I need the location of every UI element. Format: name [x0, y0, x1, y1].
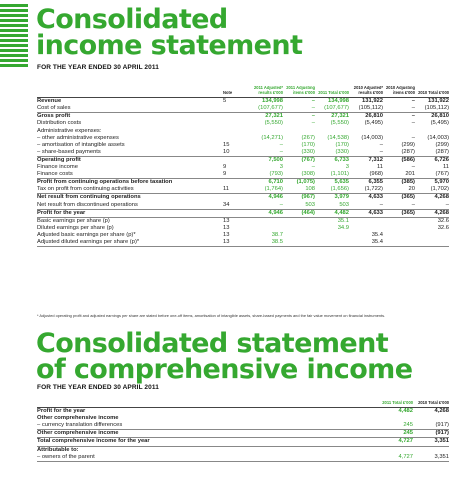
stripe-bar [0, 9, 28, 12]
value-cell: (14,003) [427, 134, 449, 141]
value-cell: (170) [301, 141, 315, 148]
value-cell: (330) [301, 148, 315, 155]
row-label: Profit for the year [37, 209, 223, 217]
table-row [37, 232, 449, 239]
row-label: Finance costs [37, 171, 73, 178]
income-title-line1: Consolidated [36, 4, 228, 35]
value-cell: (968) [369, 171, 383, 178]
value-cell: (1,702) [430, 186, 449, 193]
value-cell: (365) [383, 194, 415, 202]
stripe-bar [0, 64, 28, 67]
value-cell: 131,922 [415, 98, 449, 106]
value-cell: 245 [403, 422, 413, 429]
value-cell: (917) [413, 430, 449, 438]
row-label: Basic earnings per share (p) [37, 217, 223, 225]
table-row [37, 120, 449, 127]
stripe-bar [0, 29, 28, 32]
value-cell [249, 128, 283, 135]
value-cell: 26,810 [415, 113, 449, 121]
note-ref: 13 [223, 239, 249, 247]
value-cell: 4,482 [377, 408, 413, 416]
stripe-bar [0, 4, 28, 7]
note-ref: 9 [223, 164, 227, 171]
note-ref [223, 156, 249, 164]
note-ref: 13 [223, 231, 230, 238]
table-row [37, 446, 449, 454]
row-label: Gross profit [37, 113, 223, 121]
note-ref [223, 120, 249, 127]
value-cell: 4,268 [415, 194, 449, 202]
value-cell: 6,710 [249, 179, 283, 187]
value-cell: (14,538) [327, 134, 349, 141]
value-cell [413, 415, 449, 422]
header-2011-adjusting: 2011 Adjusting items £'000 [286, 86, 315, 95]
value-cell: 134,998 [249, 98, 283, 106]
value-cell: (967) [283, 194, 315, 202]
table-row [37, 415, 449, 422]
row-label: Profit from continuing operations before taxation [37, 179, 223, 187]
value-cell: 134,998 [315, 98, 349, 106]
row-label: – owners of the parent [37, 454, 377, 462]
value-cell: (299) [435, 141, 449, 148]
row-label: Total comprehensive income for the year [37, 438, 377, 446]
stripe-bar [0, 34, 28, 37]
value-cell [283, 232, 315, 239]
table-row [37, 135, 449, 142]
value-cell [377, 446, 413, 454]
note-ref [223, 113, 249, 121]
note-ref: 13 [223, 224, 230, 231]
value-cell [249, 217, 283, 225]
value-cell: (917) [435, 422, 449, 429]
table-row [37, 239, 449, 247]
row-label: Other comprehensive income [37, 415, 119, 422]
value-cell: 3 [345, 164, 349, 171]
value-cell: (287) [435, 148, 449, 155]
value-cell: 34.9 [337, 224, 349, 231]
table-row [37, 438, 449, 446]
value-cell: 11 [442, 164, 449, 171]
header-2010-adjusted: 2010 Adjusted* results £'000 [353, 86, 383, 95]
value-cell: 245 [377, 430, 413, 438]
value-cell [349, 217, 383, 225]
table-row [37, 113, 449, 121]
value-cell: – [411, 120, 415, 127]
header-note: Note [223, 89, 233, 95]
row-label: Other comprehensive income [37, 430, 377, 438]
income-header-row [37, 86, 449, 98]
value-cell: (107,677) [258, 105, 283, 112]
row-label: Administrative expenses: [37, 127, 102, 134]
value-cell: 35.4 [371, 231, 383, 238]
value-cell: – [283, 98, 315, 106]
table-row [37, 179, 449, 187]
value-cell: 6,355 [349, 179, 383, 187]
row-label: – share-based payments [37, 148, 101, 155]
value-cell: – [411, 105, 415, 112]
value-cell: (14,003) [361, 134, 383, 141]
row-label: Attributable to: [37, 446, 377, 454]
stripe-bar [0, 14, 28, 17]
value-cell: (107,677) [324, 105, 349, 112]
table-row [37, 186, 449, 194]
value-cell: 38.5 [249, 239, 283, 247]
value-cell: 4,633 [349, 209, 383, 217]
income-statement-table [37, 86, 449, 247]
value-cell: (267) [301, 134, 315, 141]
row-label: Tax on profit from continuing activities [37, 186, 134, 193]
value-cell [283, 239, 315, 247]
value-cell [249, 225, 283, 232]
row-label: Revenue [37, 98, 223, 106]
value-cell: – [311, 105, 315, 112]
value-cell: – [411, 164, 415, 171]
value-cell: 7,500 [249, 156, 283, 164]
income-footnote: * Adjusted operating profit and adjusted earnings per share are stated before one-off items, amortisation of intangible assets, share-based payments and the fair value movement on financial instruments. [37, 313, 386, 318]
value-cell: 201 [405, 171, 415, 178]
value-cell: 4,727 [377, 438, 413, 446]
value-cell: – [445, 201, 449, 208]
value-cell [383, 239, 415, 247]
value-cell: 4,268 [415, 209, 449, 217]
table-row [37, 164, 449, 171]
value-cell: – [411, 134, 415, 141]
row-label: Adjusted basic earnings per share (p)* [37, 231, 136, 238]
value-cell: 35.4 [349, 239, 383, 247]
value-cell [413, 446, 449, 454]
value-cell: 131,922 [349, 98, 383, 106]
table-row [37, 194, 449, 202]
stripe-bar [0, 39, 28, 42]
value-cell: 20 [408, 186, 415, 193]
value-cell: (5,495) [364, 120, 383, 127]
row-label: – other administrative expenses [37, 134, 119, 141]
value-cell [349, 128, 383, 135]
value-cell: (308) [301, 171, 315, 178]
value-cell [349, 225, 383, 232]
value-cell: (1,764) [264, 186, 283, 193]
value-cell: 503 [339, 201, 349, 208]
value-cell: – [279, 148, 283, 155]
stripe-bar [0, 59, 28, 62]
note-ref [223, 135, 249, 142]
value-cell: 3,979 [315, 194, 349, 202]
comprehensive-title-line2: of comprehensive income [36, 354, 413, 385]
value-cell [315, 128, 349, 135]
value-cell: (5,495) [430, 120, 449, 127]
value-cell: 4,633 [349, 194, 383, 202]
table-row [37, 156, 449, 164]
value-cell: 4,946 [249, 194, 283, 202]
note-ref: 9 [223, 171, 227, 178]
value-cell [383, 225, 415, 232]
value-cell: (464) [283, 209, 315, 217]
value-cell: (330) [335, 148, 349, 155]
value-cell: 4,268 [413, 408, 449, 416]
header-2011-total: 2011 Total £'000 [318, 89, 349, 95]
value-cell [283, 225, 315, 232]
value-cell [383, 232, 415, 239]
value-cell: (1,656) [330, 186, 349, 193]
value-cell [283, 128, 315, 135]
row-label: Adjusted diluted earnings per share (p)* [37, 239, 223, 247]
value-cell: 38.7 [271, 231, 283, 238]
value-cell: 32.6 [437, 224, 449, 231]
value-cell: – [379, 148, 383, 155]
row-label: Net result from discontinued operations [37, 201, 138, 208]
stripe-bar [0, 49, 28, 52]
value-cell: 3,351 [413, 454, 449, 462]
row-label: – currency translation differences [37, 422, 123, 429]
value-cell: (586) [383, 156, 415, 164]
value-cell: 26,810 [349, 113, 383, 121]
value-cell [377, 415, 413, 422]
value-cell: 6,726 [415, 156, 449, 164]
stripe-bar [0, 54, 28, 57]
comprehensive-title-line1: Consolidated statement [36, 328, 388, 359]
note-ref: 15 [223, 141, 230, 148]
value-cell [415, 239, 449, 247]
value-cell: (385) [383, 179, 415, 187]
table-row [37, 98, 449, 106]
value-cell: (767) [435, 171, 449, 178]
value-cell: (1,722) [364, 186, 383, 193]
note-ref: 34 [223, 201, 230, 208]
value-cell: (105,112) [424, 105, 449, 112]
table-row [37, 142, 449, 149]
note-ref [223, 105, 249, 113]
note-ref: 13 [223, 217, 249, 225]
comprehensive-header-row [37, 398, 449, 408]
table-row [37, 128, 449, 135]
value-cell: 3,351 [413, 438, 449, 446]
note-ref [223, 194, 249, 202]
stripe-bar [0, 44, 28, 47]
value-cell: – [311, 164, 315, 171]
value-cell [383, 217, 415, 225]
value-cell: 108 [305, 186, 315, 193]
value-cell: (1,101) [330, 171, 349, 178]
comprehensive-subtitle: FOR THE YEAR ENDED 30 APRIL 2011 [37, 384, 159, 391]
value-cell: 27,321 [315, 113, 349, 121]
note-ref: 11 [223, 186, 230, 193]
table-row [37, 408, 449, 416]
row-label: Profit for the year [37, 408, 377, 416]
value-cell [315, 239, 349, 247]
row-label: Distribution costs [37, 120, 82, 127]
income-title-line2: income statement [36, 30, 303, 61]
value-cell: 27,321 [249, 113, 283, 121]
comprehensive-income-table [37, 398, 449, 462]
value-cell: – [279, 201, 283, 208]
value-cell [415, 128, 449, 135]
value-cell: – [379, 201, 383, 208]
table-row [37, 105, 449, 113]
value-cell: 4,946 [249, 209, 283, 217]
value-cell: (767) [283, 156, 315, 164]
value-cell: 11 [376, 164, 383, 171]
value-cell: – [379, 141, 383, 148]
value-cell: (365) [383, 209, 415, 217]
value-cell: – [283, 113, 315, 121]
value-cell [283, 217, 315, 225]
value-cell: (14,271) [261, 134, 283, 141]
value-cell: 3 [279, 164, 283, 171]
header-2010-total: 2010 Total £'000 [418, 89, 449, 95]
value-cell: 5,635 [315, 179, 349, 187]
stripe-bar [0, 24, 28, 27]
table-row [37, 454, 449, 462]
value-cell: – [383, 98, 415, 106]
value-cell: – [311, 120, 315, 127]
table-row [37, 149, 449, 157]
value-cell: (1,075) [283, 179, 315, 187]
header-2011-adjusted: 2011 Adjusted* results £'000 [254, 86, 283, 95]
row-label: Diluted earnings per share (p) [37, 224, 114, 231]
table-row [37, 430, 449, 438]
value-cell: (287) [401, 148, 415, 155]
header-2010-total: 2010 Total £'000 [418, 399, 449, 405]
note-ref: 10 [223, 148, 230, 155]
table-row [37, 422, 449, 430]
decorative-stripes [0, 4, 28, 69]
header-2010-adjusting: 2010 Adjusting items £'000 [386, 86, 415, 95]
value-cell: – [279, 141, 283, 148]
note-ref [223, 128, 249, 135]
value-cell: 7,312 [349, 156, 383, 164]
value-cell: – [383, 113, 415, 121]
value-cell: 5,970 [415, 179, 449, 187]
note-ref: 5 [223, 98, 249, 106]
value-cell: – [411, 201, 415, 208]
note-ref [223, 209, 249, 217]
row-label: Net result from continuing operations [37, 194, 223, 202]
table-row [37, 225, 449, 232]
value-cell: 32.6 [415, 217, 449, 225]
value-cell: 6,733 [315, 156, 349, 164]
value-cell: 503 [305, 201, 315, 208]
row-label: Finance income [37, 164, 78, 171]
value-cell: 35.1 [315, 217, 349, 225]
value-cell: (170) [335, 141, 349, 148]
value-cell: (299) [401, 141, 415, 148]
value-cell: (793) [269, 171, 283, 178]
income-subtitle: FOR THE YEAR ENDED 30 APRIL 2011 [37, 64, 159, 71]
header-2011-total: 2011 Total £'000 [382, 399, 413, 405]
value-cell: (105,112) [358, 105, 383, 112]
row-label: – amortisation of intangible assets [37, 141, 125, 148]
value-cell [383, 128, 415, 135]
value-cell: 4,727 [377, 454, 413, 462]
row-label: Operating profit [37, 156, 223, 164]
note-ref [223, 179, 249, 187]
table-row [37, 171, 449, 179]
value-cell: 4,482 [315, 209, 349, 217]
table-row [37, 202, 449, 210]
table-row [37, 209, 449, 217]
value-cell: (5,550) [330, 120, 349, 127]
table-row [37, 217, 449, 225]
stripe-bar [0, 19, 28, 22]
value-cell [415, 232, 449, 239]
row-label: Cost of sales [37, 105, 71, 112]
value-cell [315, 232, 349, 239]
value-cell: (5,550) [264, 120, 283, 127]
